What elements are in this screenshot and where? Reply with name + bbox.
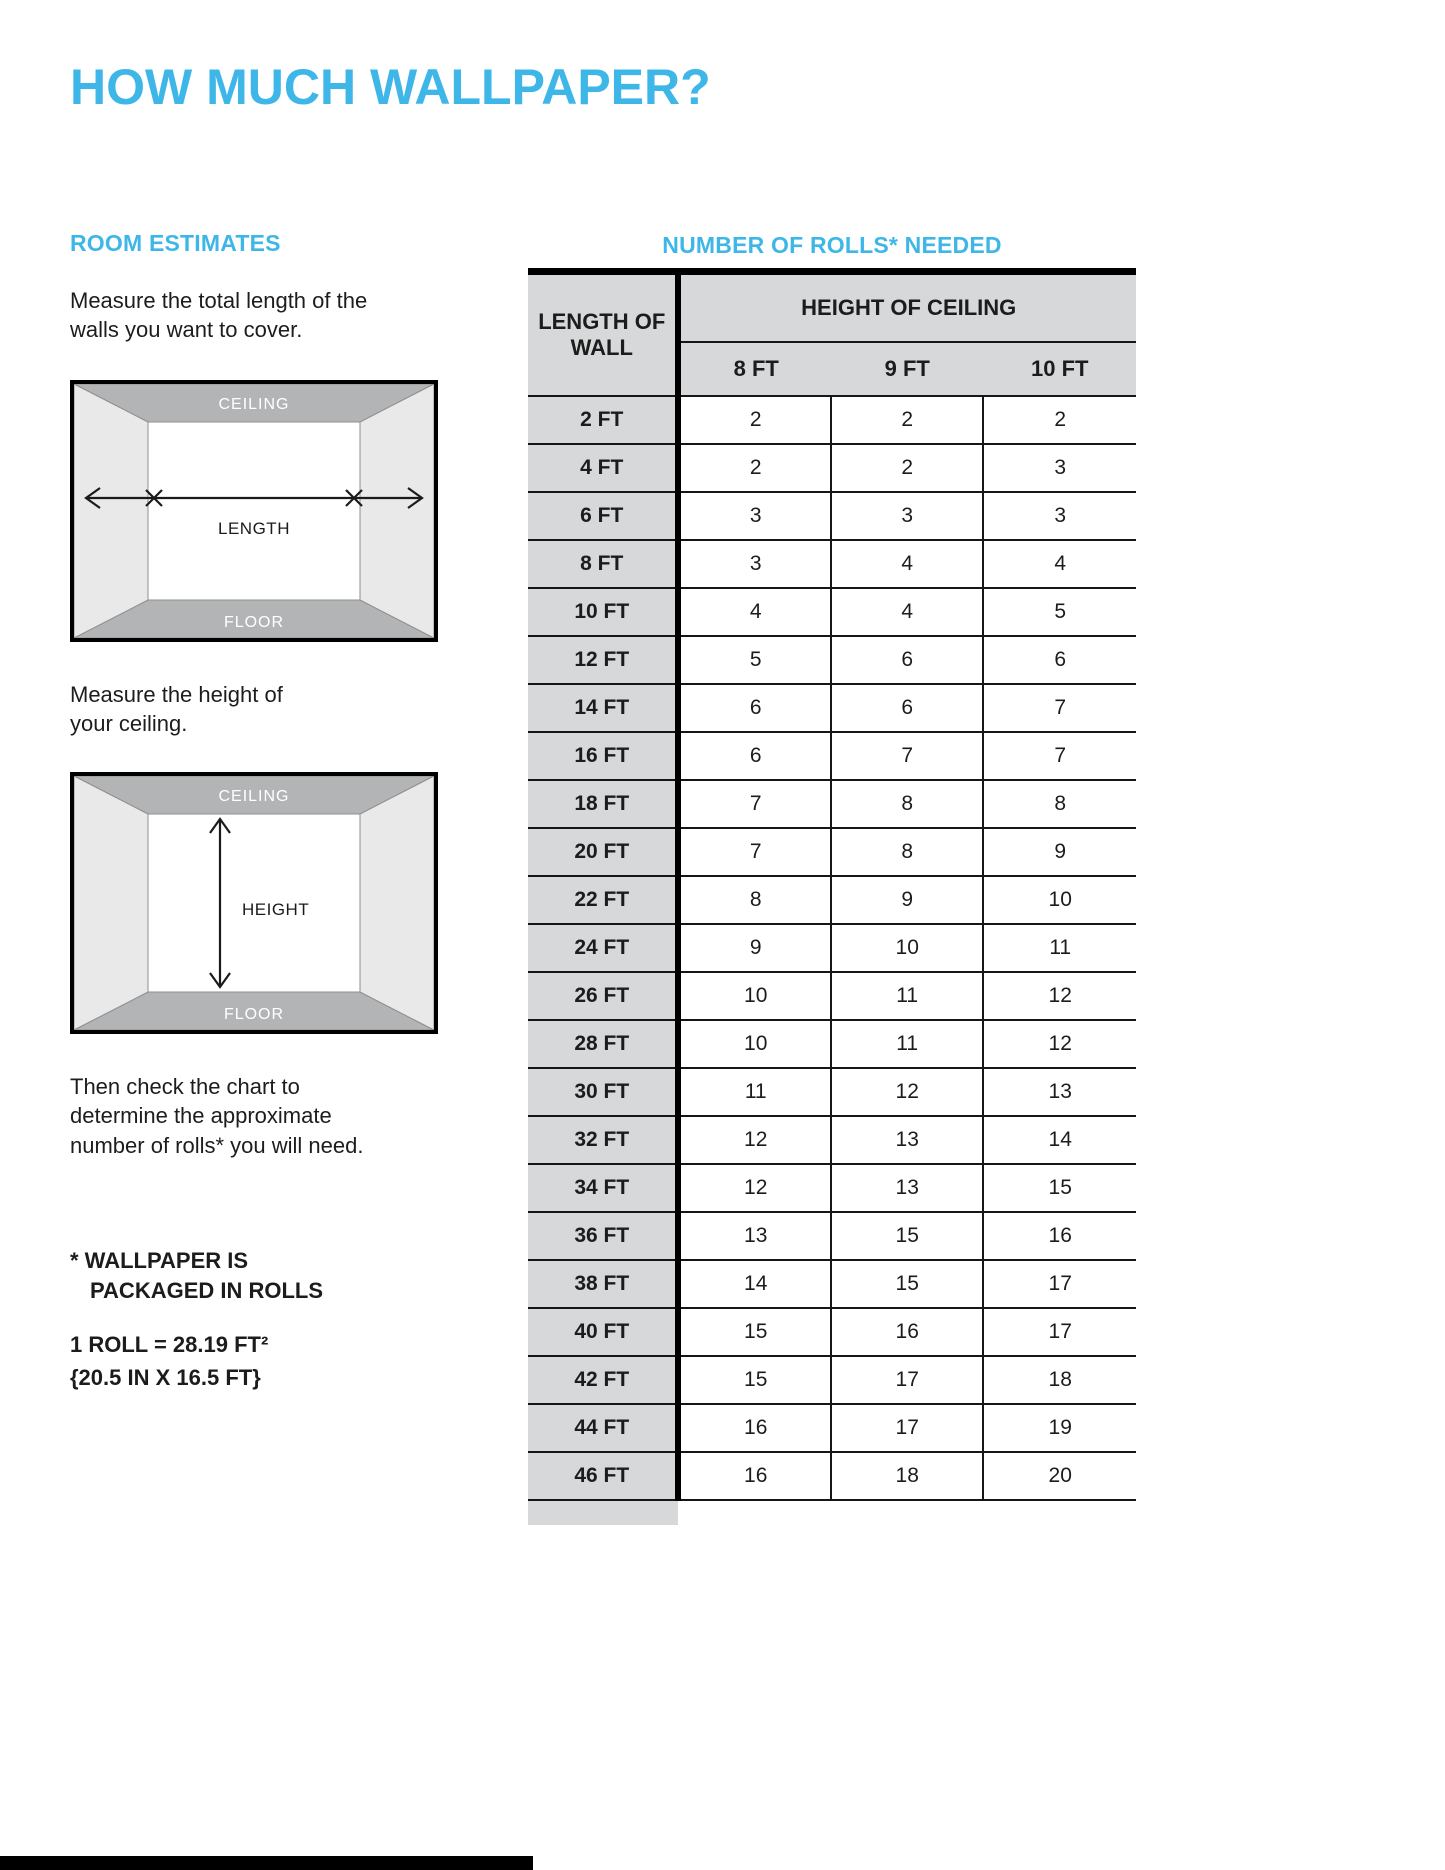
wall-length-cell: 12 FT bbox=[528, 636, 678, 684]
rolls-count-cell: 2 bbox=[831, 396, 983, 444]
table-row bbox=[528, 732, 1136, 780]
table-row bbox=[528, 1356, 1136, 1404]
table-row bbox=[528, 540, 1136, 588]
floor-label: FLOOR bbox=[223, 1006, 285, 1023]
rolls-count-cell: 9 bbox=[983, 828, 1136, 876]
rolls-count-cell: 3 bbox=[678, 540, 830, 588]
table-header-row-1 bbox=[528, 272, 1136, 343]
table-row bbox=[528, 1260, 1136, 1308]
table-gray-extension bbox=[528, 1501, 678, 1525]
rolls-table bbox=[528, 268, 1136, 1501]
wall-length-cell: 34 FT bbox=[528, 1164, 678, 1212]
rolls-count-cell: 11 bbox=[831, 972, 983, 1020]
right-wall bbox=[360, 776, 434, 1030]
roll-size-info bbox=[70, 1328, 268, 1394]
rolls-count-cell: 6 bbox=[678, 732, 830, 780]
rolls-count-cell: 3 bbox=[983, 444, 1136, 492]
table-row bbox=[528, 444, 1136, 492]
col-header-10ft: 10 FT bbox=[983, 342, 1136, 396]
wall-length-cell: 46 FT bbox=[528, 1452, 678, 1500]
rolls-count-cell: 10 bbox=[983, 876, 1136, 924]
rolls-count-cell: 3 bbox=[983, 492, 1136, 540]
wallpaper-note bbox=[70, 1246, 323, 1305]
table-row bbox=[528, 1404, 1136, 1452]
table-row bbox=[528, 924, 1136, 972]
rolls-count-cell: 7 bbox=[983, 684, 1136, 732]
rolls-count-cell: 2 bbox=[678, 444, 830, 492]
rolls-count-cell: 2 bbox=[983, 396, 1136, 444]
table-row bbox=[528, 492, 1136, 540]
table-row bbox=[528, 1308, 1136, 1356]
wall-length-cell: 26 FT bbox=[528, 972, 678, 1020]
wall-length-cell: 8 FT bbox=[528, 540, 678, 588]
rolls-count-cell: 12 bbox=[831, 1068, 983, 1116]
instruction-height-text: Measure the height of your ceiling. bbox=[70, 682, 283, 737]
height-diagram bbox=[70, 772, 438, 1034]
rolls-count-cell: 5 bbox=[983, 588, 1136, 636]
wall-length-cell: 4 FT bbox=[528, 444, 678, 492]
length-of-wall-header: LENGTH OF WALL bbox=[528, 272, 678, 397]
wall-length-cell: 10 FT bbox=[528, 588, 678, 636]
rolls-count-cell: 12 bbox=[983, 972, 1136, 1020]
rolls-count-cell: 15 bbox=[831, 1212, 983, 1260]
wall-length-cell: 18 FT bbox=[528, 780, 678, 828]
rolls-count-cell: 4 bbox=[831, 540, 983, 588]
roll-size-line-1: 1 ROLL = 28.19 FT² bbox=[70, 1332, 269, 1357]
rolls-count-cell: 4 bbox=[983, 540, 1136, 588]
rolls-count-cell: 6 bbox=[983, 636, 1136, 684]
length-diagram bbox=[70, 380, 438, 642]
rolls-count-cell: 17 bbox=[983, 1260, 1136, 1308]
rolls-count-cell: 16 bbox=[983, 1212, 1136, 1260]
rolls-count-cell: 12 bbox=[678, 1164, 830, 1212]
rolls-table-wrap bbox=[528, 268, 1136, 1525]
length-diagram-svg bbox=[70, 380, 438, 642]
rolls-count-cell: 3 bbox=[831, 492, 983, 540]
rolls-count-cell: 8 bbox=[831, 828, 983, 876]
note-line-2: PACKAGED IN ROLLS bbox=[90, 1277, 324, 1303]
wall-length-cell: 30 FT bbox=[528, 1068, 678, 1116]
roll-size-line-2: {20.5 IN X 16.5 FT} bbox=[70, 1365, 261, 1390]
wall-length-cell: 32 FT bbox=[528, 1116, 678, 1164]
rolls-count-cell: 10 bbox=[678, 1020, 830, 1068]
rolls-count-cell: 7 bbox=[983, 732, 1136, 780]
rolls-count-cell: 6 bbox=[831, 684, 983, 732]
col-header-8ft: 8 FT bbox=[678, 342, 830, 396]
rolls-count-cell: 7 bbox=[831, 732, 983, 780]
height-diagram-svg bbox=[70, 772, 438, 1034]
table-row bbox=[528, 876, 1136, 924]
rolls-count-cell: 8 bbox=[831, 780, 983, 828]
rolls-count-cell: 11 bbox=[678, 1068, 830, 1116]
rolls-count-cell: 2 bbox=[831, 444, 983, 492]
rolls-count-cell: 7 bbox=[678, 780, 830, 828]
rolls-count-cell: 8 bbox=[678, 876, 830, 924]
rolls-count-cell: 4 bbox=[831, 588, 983, 636]
right-wall bbox=[360, 384, 434, 638]
rolls-count-cell: 10 bbox=[678, 972, 830, 1020]
back-wall bbox=[148, 422, 360, 600]
note-line-1: * WALLPAPER IS bbox=[70, 1248, 249, 1273]
rolls-count-cell: 18 bbox=[831, 1452, 983, 1500]
instruction-length-text: Measure the total length of the walls you want to cover. bbox=[70, 288, 368, 343]
rolls-table-heading: NUMBER OF ROLLS* NEEDED bbox=[662, 232, 1002, 258]
rolls-count-cell: 15 bbox=[983, 1164, 1136, 1212]
page-title: HOW MUCH WALLPAPER? bbox=[70, 59, 711, 115]
table-row bbox=[528, 1020, 1136, 1068]
table-row bbox=[528, 636, 1136, 684]
floor-label: FLOOR bbox=[223, 614, 285, 631]
rolls-count-cell: 11 bbox=[831, 1020, 983, 1068]
height-label: HEIGHT bbox=[242, 900, 310, 919]
rolls-count-cell: 14 bbox=[983, 1116, 1136, 1164]
wall-length-cell: 22 FT bbox=[528, 876, 678, 924]
wall-length-cell: 16 FT bbox=[528, 732, 678, 780]
rolls-count-cell: 16 bbox=[831, 1308, 983, 1356]
length-label: LENGTH bbox=[218, 519, 290, 538]
rolls-count-cell: 3 bbox=[678, 492, 830, 540]
rolls-count-cell: 15 bbox=[831, 1260, 983, 1308]
instruction-chart-text: Then check the chart to determine the approximate number of rolls* you will need. bbox=[70, 1074, 364, 1158]
col-header-9ft: 9 FT bbox=[831, 342, 983, 396]
rolls-count-cell: 11 bbox=[983, 924, 1136, 972]
table-row bbox=[528, 396, 1136, 444]
rolls-count-cell: 12 bbox=[983, 1020, 1136, 1068]
table-row bbox=[528, 780, 1136, 828]
rolls-count-cell: 6 bbox=[831, 636, 983, 684]
rolls-count-cell: 16 bbox=[678, 1404, 830, 1452]
rolls-count-cell: 19 bbox=[983, 1404, 1136, 1452]
wall-length-cell: 38 FT bbox=[528, 1260, 678, 1308]
ceiling-label: CEILING bbox=[218, 788, 290, 805]
table-row bbox=[528, 828, 1136, 876]
wall-length-cell: 2 FT bbox=[528, 396, 678, 444]
rolls-count-cell: 8 bbox=[983, 780, 1136, 828]
rolls-count-cell: 5 bbox=[678, 636, 830, 684]
wall-length-cell: 14 FT bbox=[528, 684, 678, 732]
wall-length-cell: 40 FT bbox=[528, 1308, 678, 1356]
table-row bbox=[528, 1068, 1136, 1116]
wall-length-cell: 36 FT bbox=[528, 1212, 678, 1260]
rolls-count-cell: 14 bbox=[678, 1260, 830, 1308]
table-row bbox=[528, 1116, 1136, 1164]
table-row bbox=[528, 684, 1136, 732]
rolls-count-cell: 17 bbox=[983, 1308, 1136, 1356]
rolls-count-cell: 6 bbox=[678, 684, 830, 732]
rolls-count-cell: 9 bbox=[831, 876, 983, 924]
wall-length-cell: 44 FT bbox=[528, 1404, 678, 1452]
rolls-count-cell: 15 bbox=[678, 1308, 830, 1356]
rolls-count-cell: 4 bbox=[678, 588, 830, 636]
table-row bbox=[528, 972, 1136, 1020]
footer-bar bbox=[0, 1856, 533, 1870]
room-estimates-heading: ROOM ESTIMATES bbox=[70, 230, 281, 256]
rolls-count-cell: 17 bbox=[831, 1404, 983, 1452]
left-wall bbox=[74, 776, 148, 1030]
rolls-count-cell: 18 bbox=[983, 1356, 1136, 1404]
rolls-count-cell: 2 bbox=[678, 396, 830, 444]
rolls-count-cell: 15 bbox=[678, 1356, 830, 1404]
ceiling-label: CEILING bbox=[218, 396, 290, 413]
rolls-count-cell: 17 bbox=[831, 1356, 983, 1404]
rolls-count-cell: 13 bbox=[831, 1164, 983, 1212]
rolls-count-cell: 12 bbox=[678, 1116, 830, 1164]
rolls-count-cell: 7 bbox=[678, 828, 830, 876]
rolls-count-cell: 13 bbox=[831, 1116, 983, 1164]
wall-length-cell: 28 FT bbox=[528, 1020, 678, 1068]
rolls-count-cell: 20 bbox=[983, 1452, 1136, 1500]
table-row bbox=[528, 1452, 1136, 1500]
wall-length-cell: 24 FT bbox=[528, 924, 678, 972]
wall-length-cell: 42 FT bbox=[528, 1356, 678, 1404]
rolls-count-cell: 16 bbox=[678, 1452, 830, 1500]
rolls-table-body bbox=[528, 396, 1136, 1500]
table-row bbox=[528, 1212, 1136, 1260]
left-wall bbox=[74, 384, 148, 638]
table-row bbox=[528, 1164, 1136, 1212]
rolls-count-cell: 13 bbox=[983, 1068, 1136, 1116]
rolls-count-cell: 10 bbox=[831, 924, 983, 972]
table-row bbox=[528, 588, 1136, 636]
rolls-count-cell: 13 bbox=[678, 1212, 830, 1260]
wall-length-cell: 6 FT bbox=[528, 492, 678, 540]
height-of-ceiling-header: HEIGHT OF CEILING bbox=[678, 272, 1136, 343]
wall-length-cell: 20 FT bbox=[528, 828, 678, 876]
rolls-count-cell: 9 bbox=[678, 924, 830, 972]
